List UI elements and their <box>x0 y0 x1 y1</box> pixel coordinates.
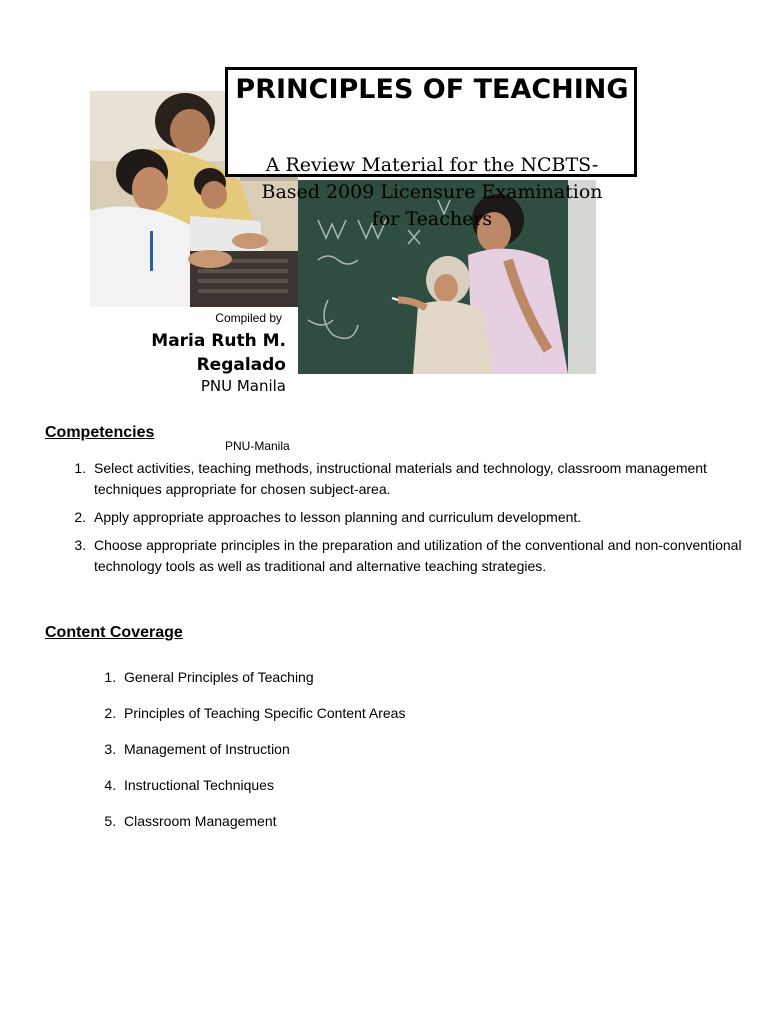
competencies-note: PNU-Manila <box>225 439 290 453</box>
competencies-list <box>50 458 760 584</box>
list-item: 2. Apply appropriate approaches to lesson planning and curriculum development. <box>90 507 760 528</box>
author-affiliation: PNU Manila <box>200 377 286 395</box>
list-item: 1. General Principles of Teaching <box>120 667 620 687</box>
list-item: 3. Management of Instruction <box>120 739 620 759</box>
content-coverage-heading: Content Coverage <box>45 624 183 641</box>
document-subtitle: A Review Material for the NCBTS-Based 2009 Licensure Examination for Teachers <box>261 154 603 230</box>
compiled-by-label: Compiled by <box>215 311 282 325</box>
document-title: PRINCIPLES OF TEACHING <box>235 74 629 105</box>
list-item: 2. Principles of Teaching Specific Content Areas <box>120 703 620 723</box>
list-item: 3. Choose appropriate principles in the preparation and utilization of the conventional and non-conventional technology tools as well as traditional and alternative teaching strategies. <box>90 535 760 577</box>
list-item: 1. Select activities, teaching methods, instructional materials and technology, classroom management techniques appropriate for chosen subject-area. <box>90 458 760 500</box>
author-name: Maria Ruth M. Regalado <box>151 331 286 375</box>
content-coverage-list <box>80 667 620 847</box>
competencies-heading: Competencies <box>45 424 155 441</box>
list-item: 4. Instructional Techniques <box>120 775 620 795</box>
list-item: 5. Classroom Management <box>120 811 620 831</box>
